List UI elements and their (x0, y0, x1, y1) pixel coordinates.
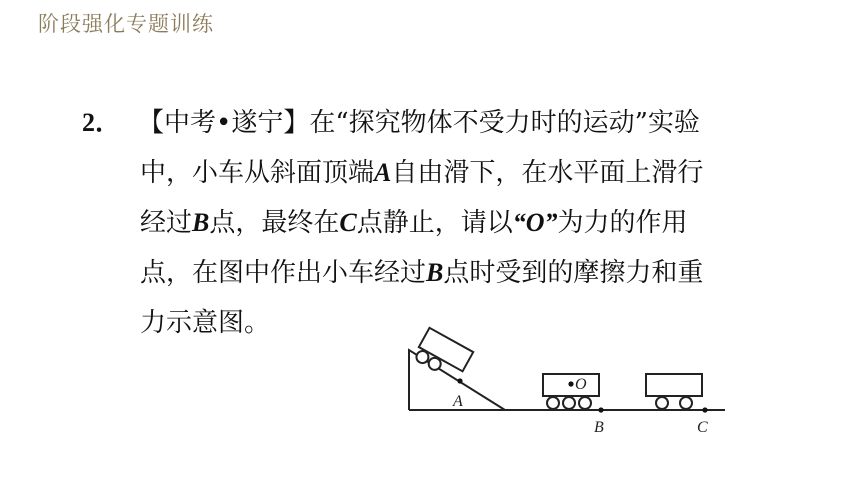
text-segment: 自由滑下，在水平面上滑行 (391, 158, 704, 188)
label-b: B (594, 419, 604, 436)
problem-line-5: 力示意图。 (140, 308, 271, 338)
point-o-dot (568, 381, 573, 386)
problem-line-2 (140, 152, 703, 189)
cart-at-c (646, 374, 702, 409)
label-a: A (453, 393, 463, 410)
point-c-ref: C (339, 208, 357, 237)
problem-line-4 (140, 252, 703, 289)
point-b-dot (598, 407, 603, 412)
point-b-ref: B (192, 208, 210, 237)
incline-cart-diagram (405, 316, 735, 446)
section-title: 阶段强化专题训练 (38, 12, 214, 36)
point-o-ref: “O” (512, 208, 558, 237)
text-segment: 经过 (140, 208, 193, 238)
question-number: 2． (82, 108, 122, 137)
cart-on-incline (413, 328, 474, 383)
point-b-ref: B (426, 258, 444, 287)
text-segment: 中，小车从斜面顶端 (140, 158, 375, 188)
label-c: C (697, 419, 708, 436)
point-c-dot (702, 407, 707, 412)
text-segment: 点，最终在 (209, 208, 340, 238)
cart-at-b (543, 374, 599, 409)
problem-line-3 (140, 202, 688, 239)
point-a-dot (457, 378, 462, 383)
label-o: O (575, 376, 587, 393)
text-segment: 点静止，请以 (356, 208, 513, 238)
text-segment: 为力的作用 (557, 208, 688, 238)
text-segment: 点，在图中作出小车经过 (140, 258, 427, 288)
problem-line-1: 【中考•遂宁】在“探究物体不受力时的运动”实验 (138, 108, 700, 138)
text-segment: 点时受到的摩擦力和重 (443, 258, 704, 288)
point-a-ref: A (374, 158, 392, 187)
